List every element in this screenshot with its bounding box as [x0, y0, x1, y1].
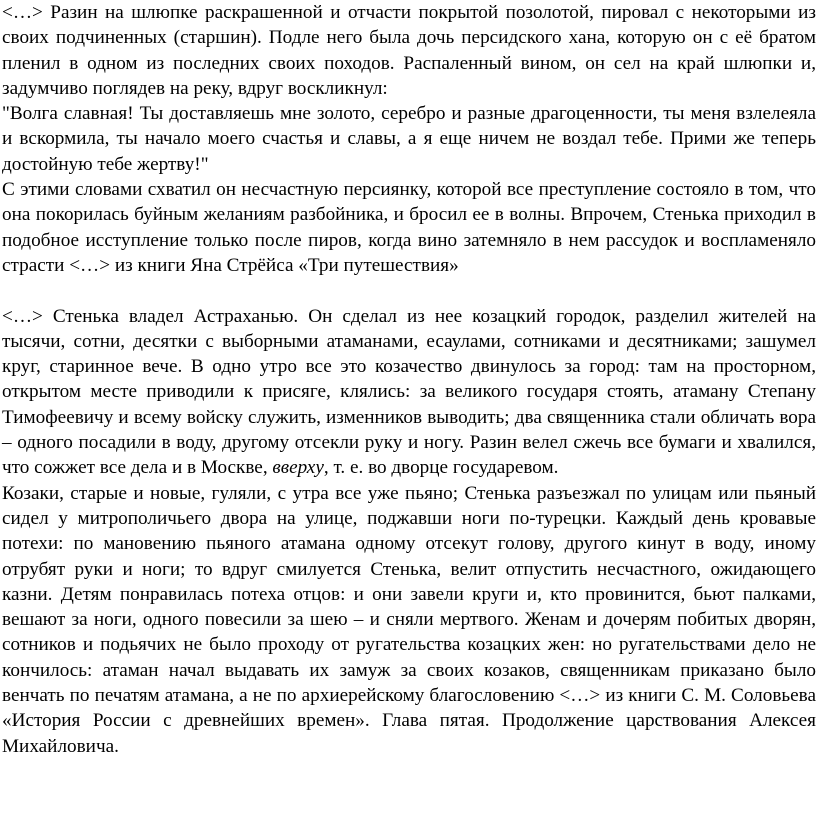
- paragraph-astrakhan-ending: , т. е. во дворце государевом.: [323, 457, 559, 479]
- paragraph-spacer: [2, 278, 816, 303]
- paragraph-astrakhan-text: <…> Стенька владел Астраханью. Он сделал из нее козацкий городок, разделил жителей на тысячи, сотни, десятки с выборными атаманами, есаулами, сотниками и десятниками; зашумел круг, старинное вече. В одно утро все это козачество двинулось за город: там на просторном, открытом месте приводили к присяге, клялись: за великого государя стоять, атаману Степану Тимофеевичу и всему войску служить, изменников выводить; два священника стали обличать вора – одного посадили в воду, другому отсекли руку и ногу. Разин велел сжечь все бумаги и хвалился, что сожжет все дела и в Москве,: [2, 305, 816, 479]
- paragraph-persian-princess: С этими словами схватил он несчастную персиянку, которой все преступление состояло в том, что она покорилась буйным желаниям разбойника, и бросил ее в волны. Впрочем, Стенька приходил в подобное исступление только после пиров, когда вино затемняло в нем рассудок и воспламеняло страсти <…> из книги Яна Стрёйса «Три путешествия»: [2, 179, 816, 276]
- paragraph-razin-boat: <…> Разин на шлюпке раскрашенной и отчасти покрытой позолотой, пировал с некоторыми из своих подчиненных (старшин). Подле него была дочь персидского хана, которую он с её братом пленил в одном из последних своих походов. Распаленный вином, он сел на край шлюпки и, задумчиво поглядев на реку, вдруг воскликнул:: [2, 2, 816, 99]
- paragraph-astrakhan: [2, 304, 816, 481]
- paragraph-cossack-revels: Козаки, старые и новые, гуляли, с утра все уже пьяно; Стенька разъезжал по улицам или пьяный сидел у митрополичьего двора на улице, поджавши ноги по-турецки. Каждый день кровавые потехи: по мановению пьяного атамана одному отсекут голову, другого кинут в воду, иному отрубят руки и ноги; то вдруг смилуется Стенька, велит отпустить несчастного, ожидающего казни. Детям понравилась потеха отцов: и они завели круги и, кто провинится, бьют палками, вешают за ноги, одного повесили за шею – и сняли мертвого. Женам и дочерям побитых дворян, сотников и подьячих не было проходу от ругательства козацких жен: но ругательствами дело не кончилось: атаман начал выдавать их замуж за своих козаков, священникам приказано было венчать по печатям атамана, а не по архиерейскому благословению <…> из книги С. М. Соловьева «История России с древнейших времен». Глава пятая. Продолжение царствования Алексея Михайловича.: [2, 482, 816, 757]
- italic-word-vverkhu: вверху: [272, 457, 324, 479]
- paragraph-volga-speech: "Волга славная! Ты доставляешь мне золото, серебро и разные драгоценности, ты меня взлелеяла и вскормила, ты начало моего счастья и славы, а я еще ничем не воздал тебе. Прими же теперь достойную тебе жертву!": [2, 103, 816, 175]
